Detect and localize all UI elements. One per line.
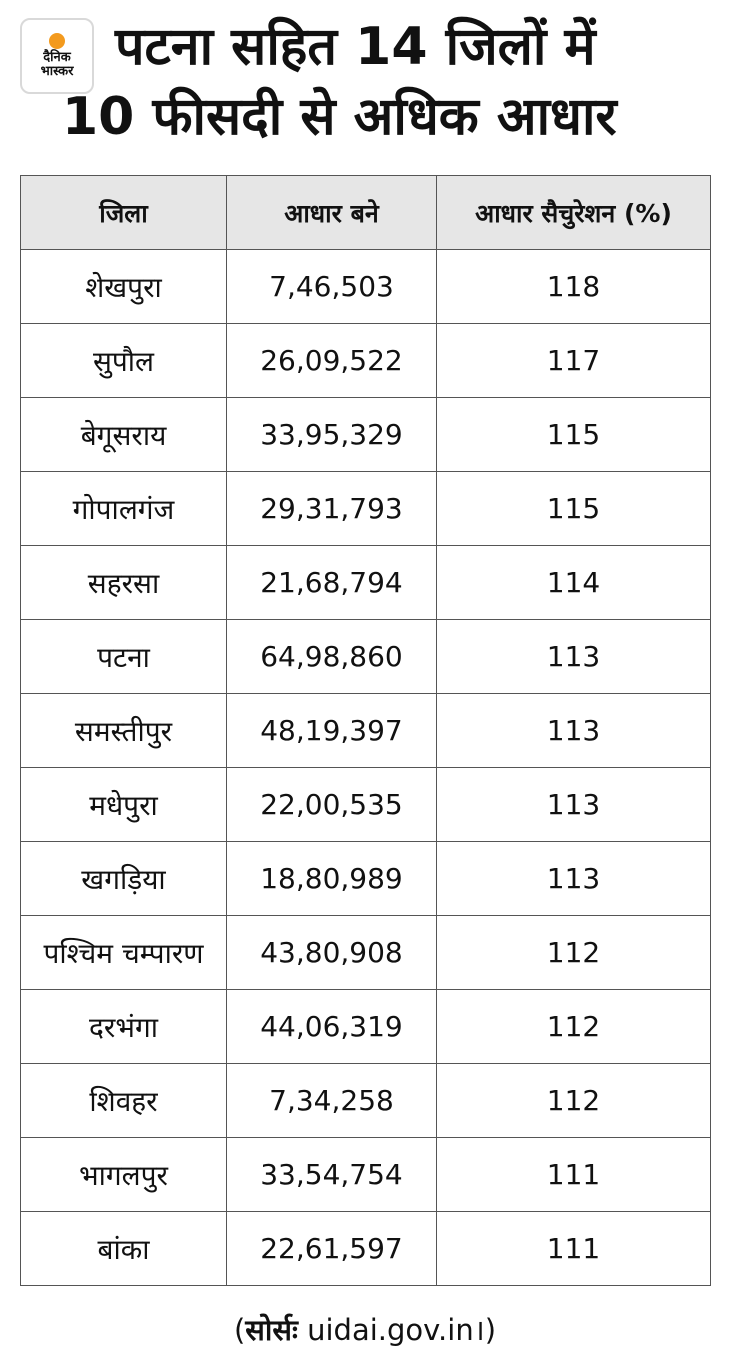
source-open: ( xyxy=(233,1313,246,1347)
cell-aadhaar-count: 64,98,860 xyxy=(227,620,437,694)
cell-aadhaar-count: 18,80,989 xyxy=(227,842,437,916)
table-row xyxy=(21,324,711,398)
table-row xyxy=(21,546,711,620)
header-aadhaar-made: आधार बने xyxy=(227,176,437,250)
cell-saturation: 113 xyxy=(437,694,711,768)
cell-district: पश्चिम चम्पारण xyxy=(21,916,227,990)
headline-line-1: पटना सहित 14 जिलों में xyxy=(115,17,596,77)
cell-aadhaar-count: 43,80,908 xyxy=(227,916,437,990)
cell-saturation: 115 xyxy=(437,398,711,472)
cell-aadhaar-count: 48,19,397 xyxy=(227,694,437,768)
cell-aadhaar-count: 26,09,522 xyxy=(227,324,437,398)
cell-saturation: 112 xyxy=(437,1064,711,1138)
aadhaar-saturation-table xyxy=(20,175,711,1286)
header-district: जिला xyxy=(21,176,227,250)
table-row xyxy=(21,694,711,768)
headline-line-2: 10 फीसदी से अधिक आधार xyxy=(62,87,617,147)
cell-district: गोपालगंज xyxy=(21,472,227,546)
cell-aadhaar-count: 7,34,258 xyxy=(227,1064,437,1138)
table-header-row xyxy=(21,176,711,250)
cell-district: खगड़िया xyxy=(21,842,227,916)
source-url: uidai.gov.in xyxy=(307,1313,474,1347)
cell-aadhaar-count: 21,68,794 xyxy=(227,546,437,620)
cell-aadhaar-count: 44,06,319 xyxy=(227,990,437,1064)
cell-aadhaar-count: 33,95,329 xyxy=(227,398,437,472)
cell-district: बांका xyxy=(21,1212,227,1286)
table-row xyxy=(21,1064,711,1138)
cell-saturation: 115 xyxy=(437,472,711,546)
source-label: सोर्सः xyxy=(245,1313,298,1347)
table-row xyxy=(21,768,711,842)
table-row xyxy=(21,1212,711,1286)
source-note xyxy=(0,1310,730,1349)
cell-saturation: 114 xyxy=(437,546,711,620)
cell-district: सुपौल xyxy=(21,324,227,398)
logo-line-2: भास्कर xyxy=(40,64,74,79)
cell-saturation: 117 xyxy=(437,324,711,398)
table-row xyxy=(21,842,711,916)
table-row xyxy=(21,990,711,1064)
logo-line-1: दैनिक xyxy=(43,50,71,65)
cell-district: सहरसा xyxy=(21,546,227,620)
sun-dot-icon xyxy=(49,33,65,49)
cell-saturation: 113 xyxy=(437,768,711,842)
table-row xyxy=(21,620,711,694)
cell-saturation: 112 xyxy=(437,990,711,1064)
cell-district: शेखपुरा xyxy=(21,250,227,324)
source-close: ।) xyxy=(473,1313,497,1347)
cell-aadhaar-count: 33,54,754 xyxy=(227,1138,437,1212)
cell-saturation: 113 xyxy=(437,620,711,694)
table-row xyxy=(21,916,711,990)
cell-aadhaar-count: 22,00,535 xyxy=(227,768,437,842)
cell-district: मधेपुरा xyxy=(21,768,227,842)
cell-district: बेगूसराय xyxy=(21,398,227,472)
cell-saturation: 112 xyxy=(437,916,711,990)
cell-saturation: 113 xyxy=(437,842,711,916)
cell-aadhaar-count: 22,61,597 xyxy=(227,1212,437,1286)
table-row xyxy=(21,472,711,546)
cell-district: दरभंगा xyxy=(21,990,227,1064)
cell-saturation: 111 xyxy=(437,1138,711,1212)
cell-aadhaar-count: 29,31,793 xyxy=(227,472,437,546)
cell-district: शिवहर xyxy=(21,1064,227,1138)
cell-saturation: 118 xyxy=(437,250,711,324)
cell-saturation: 111 xyxy=(437,1212,711,1286)
cell-district: पटना xyxy=(21,620,227,694)
table-row xyxy=(21,250,711,324)
cell-district: समस्तीपुर xyxy=(21,694,227,768)
cell-district: भागलपुर xyxy=(21,1138,227,1212)
header-saturation: आधार सैचुरेशन (%) xyxy=(437,176,711,250)
table-row xyxy=(21,398,711,472)
table-row xyxy=(21,1138,711,1212)
cell-aadhaar-count: 7,46,503 xyxy=(227,250,437,324)
